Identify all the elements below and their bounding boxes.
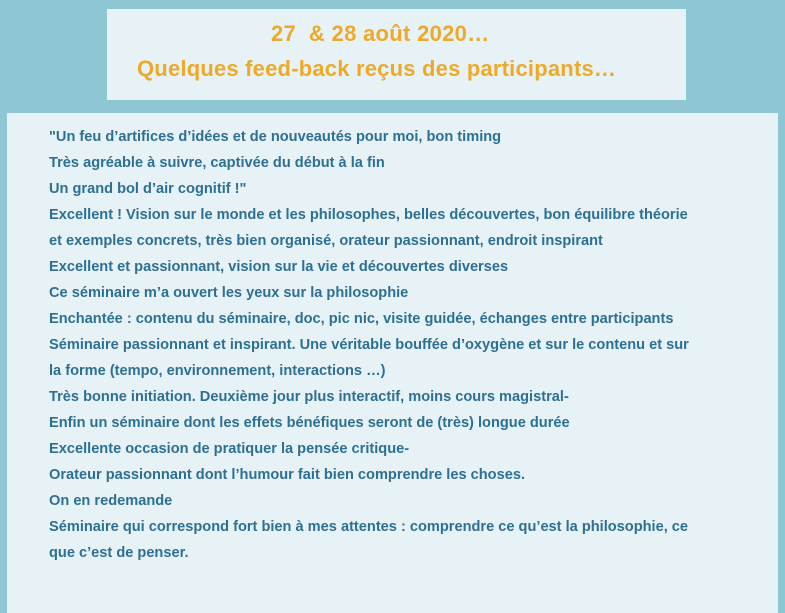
feedback-line: et exemples concrets, très bien organisé, orateur passionnant, endroit inspirant [49,233,603,249]
feedback-line: Un grand bol d’air cognitif !" [49,181,247,197]
feedback-line: Excellent et passionnant, vision sur la vie et découvertes diverses [49,259,509,275]
feedback-line: Très bonne initiation. Deuxième jour plus interactif, moins cours magistral- [49,389,569,405]
feedback-line: Excellent ! Vision sur le monde et les philosophes, belles découvertes, bon équilibre théorie [49,207,688,223]
feedback-line: Excellente occasion de pratiquer la pensée critique- [49,441,410,457]
feedback-line: que c’est de penser. [49,545,189,561]
feedback-line: Séminaire qui correspond fort bien à mes attentes : comprendre ce qu’est la philosophie, ce [49,519,689,535]
feedback-panel [7,113,778,613]
feedback-line: Orateur passionnant dont l’humour fait bien comprendre les choses. [49,467,525,483]
feedback-line: Séminaire passionnant et inspirant. Une véritable bouffée d’oxygène et sur le contenu et sur [49,337,689,353]
feedback-line: Enchantée : contenu du séminaire, doc, pic nic, visite guidée, échanges entre participants [49,311,674,327]
feedback-line: Enfin un séminaire dont les effets bénéfiques seront de (très) longue durée [49,415,570,431]
event-dates [271,21,490,47]
feedback-line: Très agréable à suivre, captivée du début à la fin [49,155,385,171]
feedback-line: "Un feu d’artifices d’idées et de nouveautés pour moi, bon timing [49,129,502,145]
feedback-line: la forme (tempo, environnement, interactions …) [49,363,386,379]
date-first-day: 27 [271,21,297,46]
page-subtitle: Quelques feed-back reçus des participants… [137,56,617,81]
date-second-day: 28 août 2020… [331,21,490,46]
title-box [107,9,686,100]
feedback-line: On en redemande [49,493,173,509]
date-ampersand: & [308,21,326,46]
feedback-list [49,124,689,566]
feedback-line: Ce séminaire m’a ouvert les yeux sur la philosophie [49,285,409,301]
